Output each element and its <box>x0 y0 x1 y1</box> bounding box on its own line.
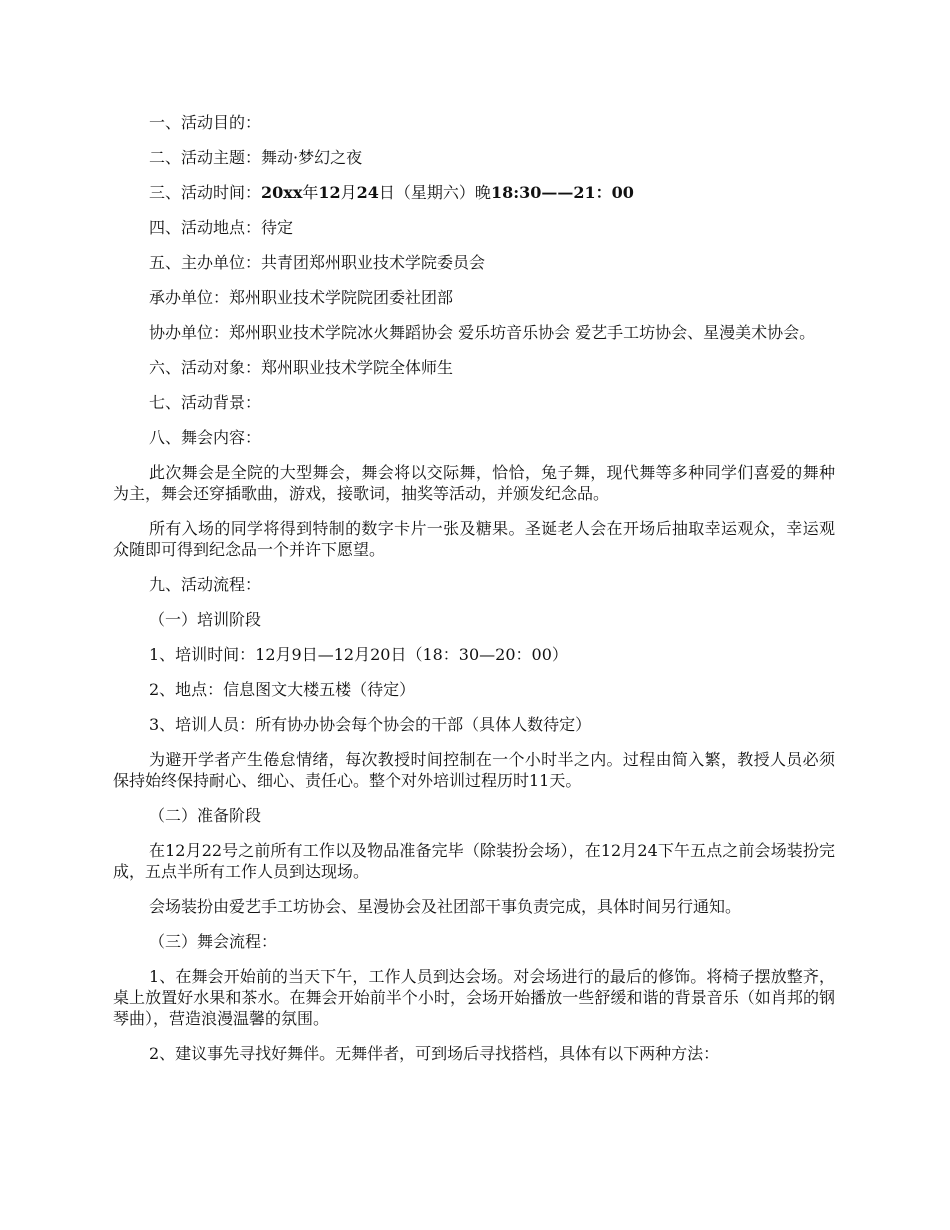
paragraph-organizer: 承办单位：郑州职业技术学院院团委社团部 <box>149 288 454 307</box>
time-label: 三、活动时间： <box>149 183 262 202</box>
time-day: 24 <box>356 183 379 202</box>
paragraph-time <box>113 182 835 203</box>
paragraph-audience: 六、活动对象：郑州职业技术学院全体师生 <box>149 358 454 377</box>
paragraph-dance-process: （三）舞会流程： <box>149 932 278 951</box>
paragraph-training-staff: 3、培训人员：所有协办协会每个协会的干部（具体人数待定） <box>149 715 592 734</box>
paragraph-content-body-1: 此次舞会是全院的大型舞会，舞会将以交际舞，恰恰，兔子舞，现代舞等多种同学们喜爱的舞种为主，舞会还穿插歌曲，游戏，接歌词，抽奖等活动，并颁发纪念品。 <box>113 463 835 503</box>
paragraph-training-note: 为避开学者产生倦怠情绪，每次教授时间控制在一个小时半之内。过程由简入繁，教授人员必须保持始终保持耐心、细心、责任心。整个对外培训过程历时11天。 <box>113 750 835 790</box>
paragraph-prep-body-1: 在12月22号之前所有工作以及物品准备完毕（除装扮会场），在12月24下午五点之前会场装扮完成，五点半所有工作人员到达现场。 <box>113 841 835 881</box>
paragraph-content-heading: 八、舞会内容： <box>149 428 262 447</box>
document-page <box>113 112 835 1078</box>
paragraph-prep-body-2: 会场装扮由爱艺手工坊协会、星漫协会及社团部干事负责完成，具体时间另行通知。 <box>149 897 742 916</box>
time-year: 20xx <box>261 183 303 202</box>
paragraph-training-stage: （一）培训阶段 <box>149 610 262 629</box>
paragraph-process-heading: 九、活动流程： <box>149 575 262 594</box>
paragraph-purpose: 一、活动目的： <box>149 113 262 132</box>
paragraph-background: 七、活动背景： <box>149 393 262 412</box>
time-range: 18:30——21：00 <box>490 183 634 202</box>
time-month-unit: 月 <box>340 183 357 202</box>
paragraph-theme: 二、活动主题：舞动·梦幻之夜 <box>149 148 363 167</box>
paragraph-dance-step-2: 2、建议事先寻找好舞伴。无舞伴者，可到场后寻找搭档，具体有以下两种方法： <box>149 1044 720 1063</box>
paragraph-prep-stage: （二）准备阶段 <box>149 806 262 825</box>
paragraph-training-time: 1、培训时间：12月9日—12月20日（18：30—20：00） <box>149 645 568 664</box>
time-day-unit: 日（星期六）晚 <box>378 183 491 202</box>
time-month: 12 <box>318 183 341 202</box>
paragraph-content-body-2: 所有入场的同学将得到特制的数字卡片一张及糖果。圣诞老人会在开场后抽取幸运观众，幸运观众随即可得到纪念品一个并许下愿望。 <box>113 519 835 559</box>
paragraph-location: 四、活动地点：待定 <box>149 218 294 237</box>
paragraph-training-location: 2、地点：信息图文大楼五楼（待定） <box>149 680 416 699</box>
time-year-unit: 年 <box>302 183 319 202</box>
paragraph-dance-step-1: 1、在舞会开始前的当天下午，工作人员到达会场。对会场进行的最后的修饰。将椅子摆放整齐，桌上放置好水果和茶水。在舞会开始前半个小时，会场开始播放一些舒缓和谐的背景音乐（如肖邦的钢琴曲），营造浪漫温馨的氛围。 <box>113 967 835 1028</box>
paragraph-host: 五、主办单位：共青团郑州职业技术学院委员会 <box>149 253 486 272</box>
paragraph-co-organizer: 协办单位：郑州职业技术学院冰火舞蹈协会 爱乐坊音乐协会 爱艺手工坊协会、星漫美术协会。 <box>149 323 816 342</box>
